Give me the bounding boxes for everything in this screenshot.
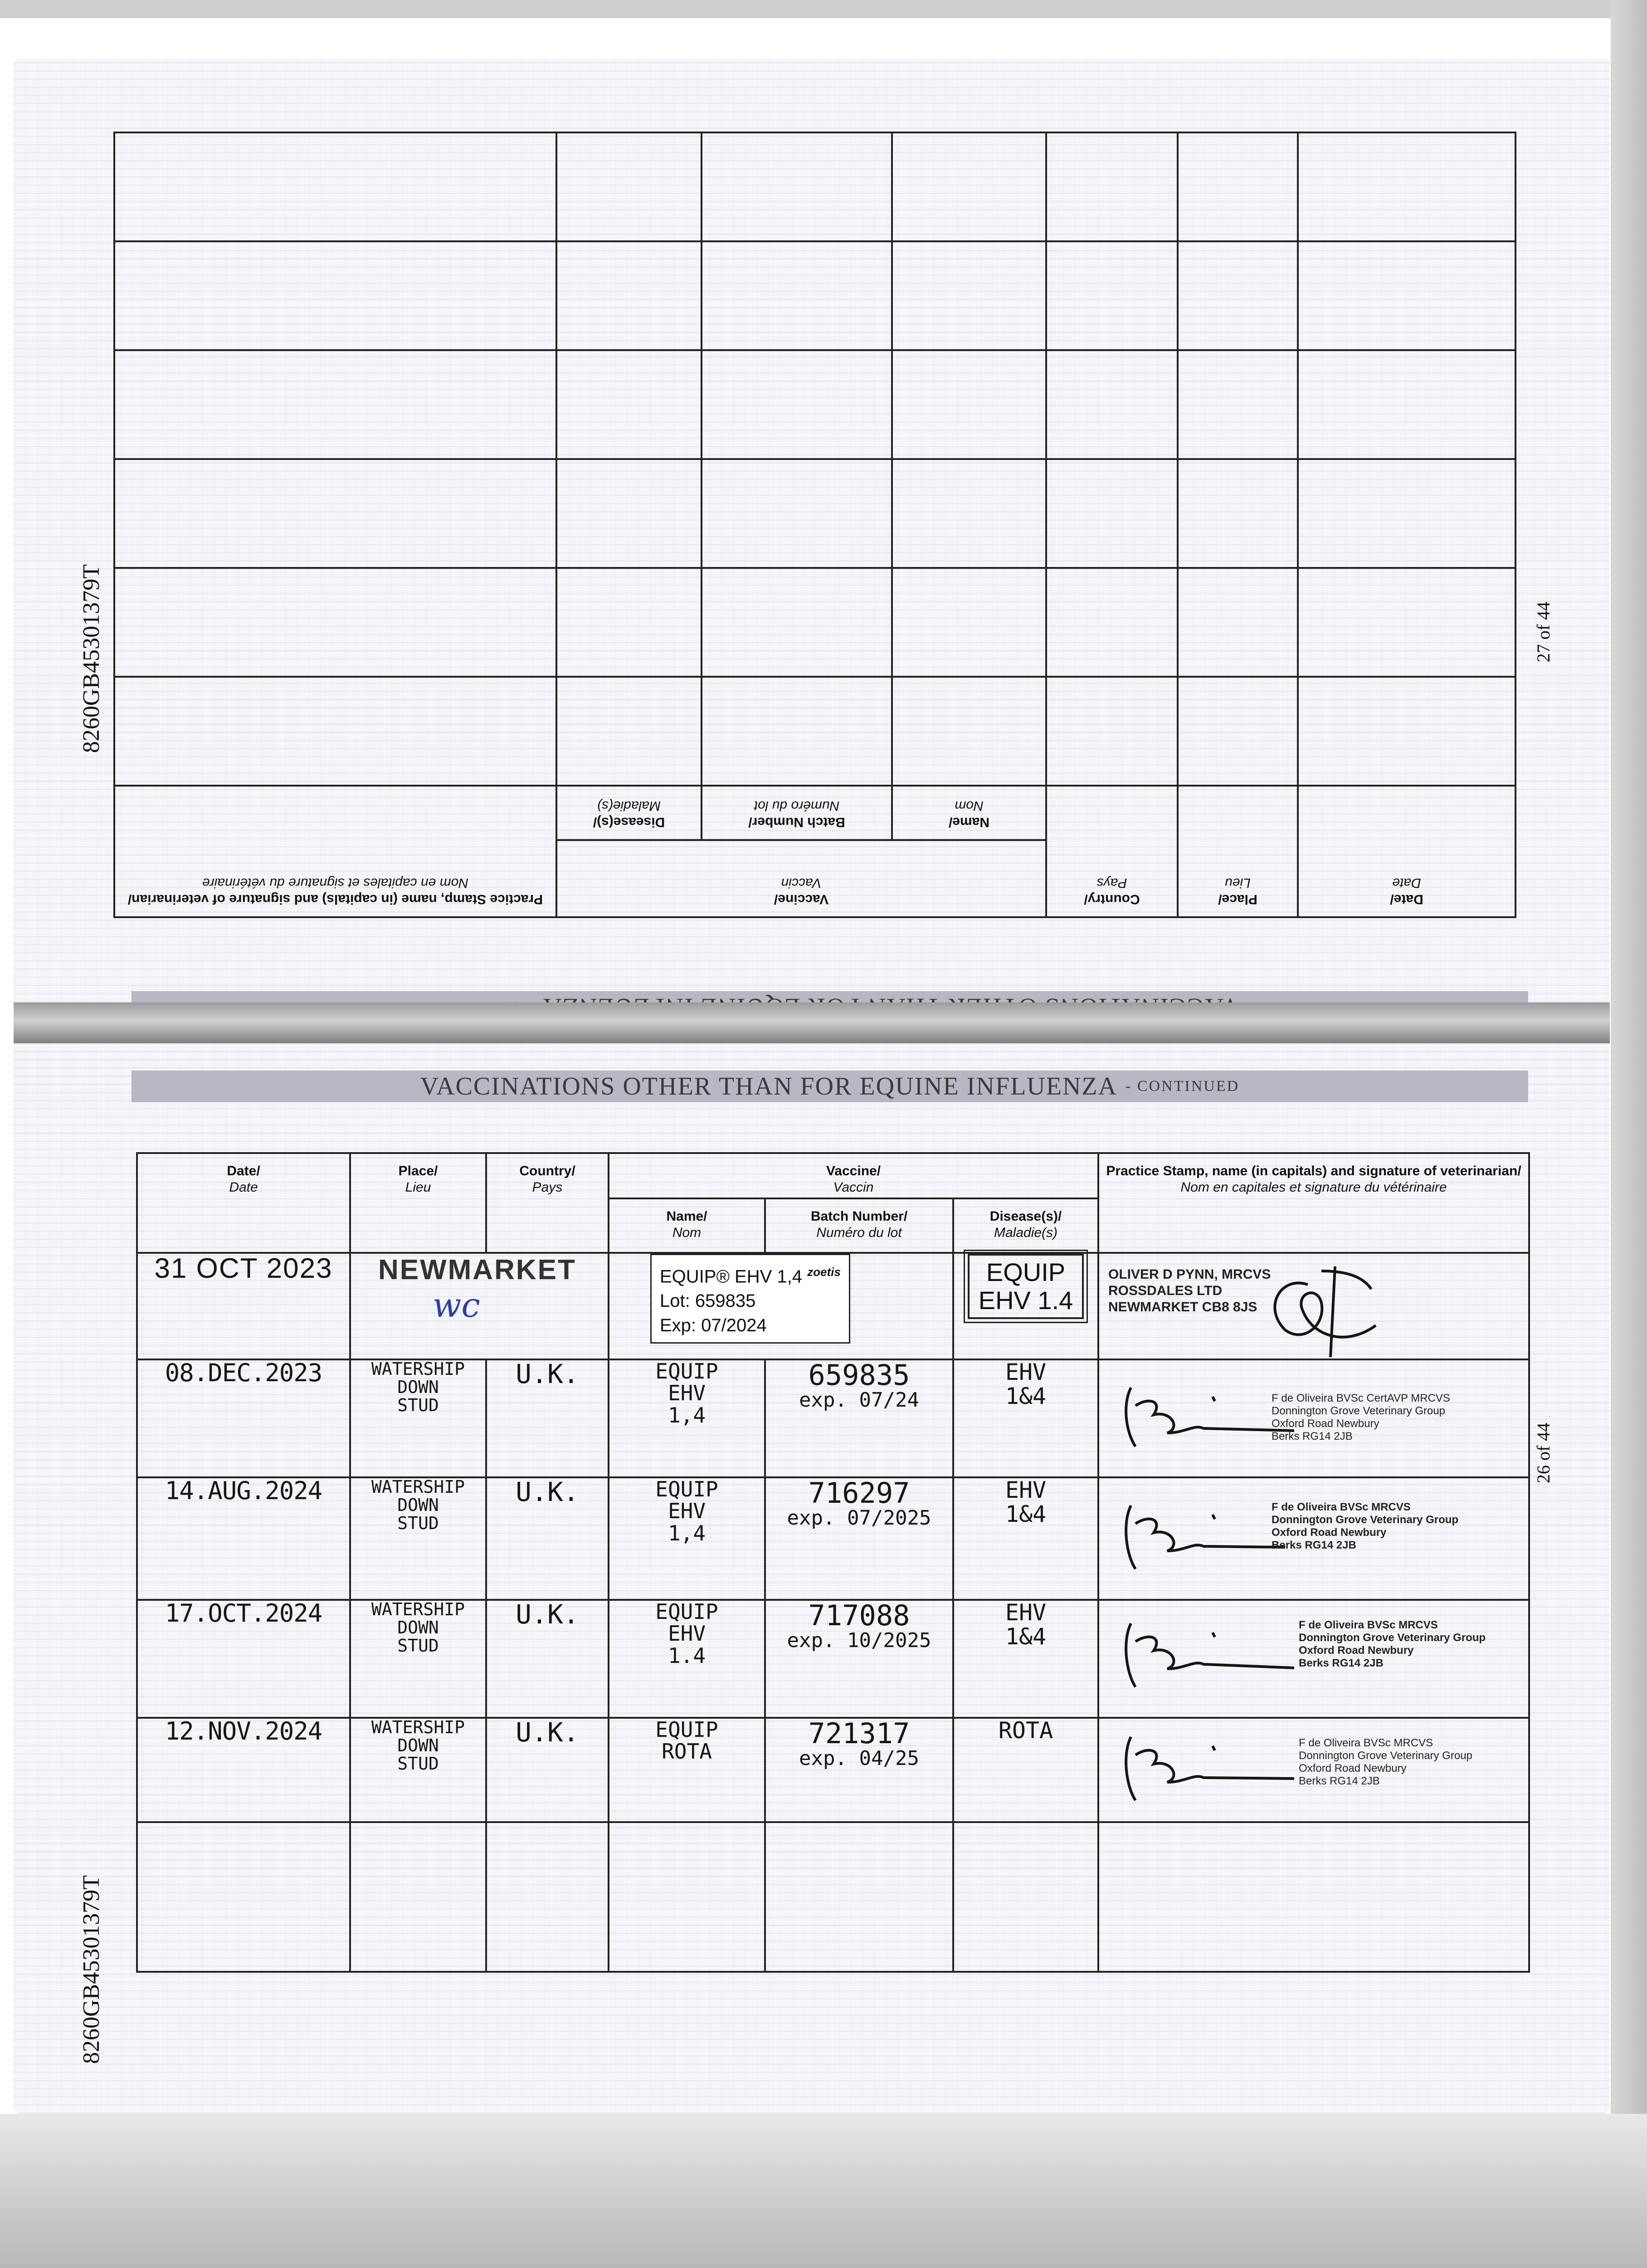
entry-disease: EHV 1&4 [1005, 1359, 1047, 1409]
entry-disease: ROTA [998, 1717, 1053, 1744]
entry-batch: 659835 exp. 07/24 [799, 1359, 919, 1412]
entry-country: U.K. [516, 1717, 579, 1748]
vet-stamp: F de Oliveira BVSc CertAVP MRCVS Donnington Grove Veterinary Group Oxford Road Newbury Berks RG14 2JB [1272, 1392, 1450, 1442]
entry-date: 14.AUG.2024 [165, 1476, 322, 1505]
vaccine-sticker-label: EQUIP® EHV 1,4 $^{zoetis}$ Lot: 659835 Exp: 07/2024 [650, 1254, 850, 1344]
header-date: Date/ Date [1298, 786, 1515, 917]
header-vaccine: Vaccine/ Vaccin [609, 1153, 1098, 1198]
empty-row [137, 1822, 1529, 1972]
vet-stamp: OLIVER D PYNN, MRCVS ROSSDALES LTD NEWMARKET CB8 8JS [1108, 1267, 1271, 1315]
entry-place: WATERSHIP DOWN STUD [371, 1477, 465, 1533]
signature-oliveira [1113, 1728, 1303, 1814]
header-name: Name/ Nom [609, 1198, 765, 1253]
entry-disease: EHV 1&4 [1005, 1477, 1047, 1527]
scan-edge-right [1611, 0, 1647, 2132]
page-number-top: 27 of 44 [1533, 601, 1554, 662]
table-row [137, 1600, 1529, 1718]
date-cell [137, 1253, 350, 1359]
entry-date: 31 OCT 2023 [154, 1253, 333, 1284]
vet-stamp: F de Oliveira BVSc MRCVS Donnington Grove Veterinary Group Oxford Road Newbury Berks RG14 2JB [1272, 1501, 1459, 1551]
header-stamp: Practice Stamp, name (in capitals) and signature of veterinarian/ Nom en capitales et signature du vétérinaire [1098, 1153, 1529, 1253]
header-country: Country/ Pays [486, 1153, 609, 1253]
disease-cell [953, 1253, 1098, 1359]
section-title-suffix: - CONTINUED [1126, 1078, 1240, 1095]
place-initials: wc [433, 1286, 480, 1325]
date-cell [137, 1359, 350, 1477]
entry-vaccine-name: EQUIP ROTA [655, 1717, 718, 1764]
vet-stamp: F de Oliveira BVSc MRCVS Donnington Grove Veterinary Group Oxford Road Newbury Berks RG14 2JB [1299, 1619, 1486, 1669]
entry-vaccine-name: EQUIP EHV 1.4 [655, 1599, 718, 1668]
document-id-bottom: 8260GB45301379T [78, 1875, 104, 2064]
disease-cell [953, 1600, 1098, 1718]
vet-stamp: F de Oliveira BVSc MRCVS Donnington Grove Veterinary Group Oxford Road Newbury Berks RG14 2JB [1299, 1737, 1472, 1787]
label-exp: Exp: 07/2024 [660, 1315, 767, 1336]
country-cell [486, 1477, 609, 1600]
header-batch: Batch Number/ Numéro du lot [702, 786, 892, 840]
entry-date: 12.NOV.2024 [165, 1717, 322, 1745]
vet-cell [1098, 1718, 1529, 1822]
vaccination-table [136, 1152, 1530, 1973]
vaccination-table-empty [113, 132, 1516, 918]
header-name: Name/ Nom [892, 786, 1046, 840]
signature-pynn [1253, 1257, 1389, 1362]
place-cell [350, 1718, 486, 1822]
batch-cell [765, 1359, 953, 1477]
country-cell [486, 1718, 609, 1822]
entry-place: WATERSHIP DOWN STUD [371, 1717, 465, 1774]
batch-cell [765, 1600, 953, 1718]
entry-place: WATERSHIP DOWN STUD [371, 1359, 465, 1415]
section-banner [132, 1070, 1528, 1102]
vet-cell [1098, 1477, 1529, 1600]
header-place: Place/ Lieu [1178, 786, 1298, 917]
scan-shadow [0, 2114, 1647, 2268]
empty-row [114, 350, 1515, 459]
header-vaccine: Vaccine/ Vaccin [556, 840, 1046, 917]
place-cell [350, 1253, 609, 1359]
date-cell [137, 1600, 350, 1718]
place-cell [350, 1477, 486, 1600]
empty-row [114, 568, 1515, 677]
label-lot: Lot: 659835 [660, 1291, 756, 1311]
date-cell [137, 1477, 350, 1600]
entry-place: WATERSHIP DOWN STUD [371, 1599, 465, 1656]
header-place: Place/ Lieu [350, 1153, 486, 1253]
table-row [137, 1359, 1529, 1477]
entry-disease: EHV 1&4 [1005, 1599, 1047, 1650]
disease-cell [953, 1718, 1098, 1822]
name-cell [609, 1477, 765, 1600]
header-disease: Disease(s)/ Maladie(s) [953, 1198, 1098, 1253]
entry-vaccine-name: EQUIP EHV 1,4 [655, 1477, 718, 1545]
document-id-top: 8260GB45301379T [78, 564, 104, 753]
name-cell [609, 1359, 765, 1477]
entry-batch: 721317 exp. 04/25 [799, 1717, 919, 1770]
batch-cell [765, 1477, 953, 1600]
entry-batch: 716297 exp. 07/2025 [787, 1476, 931, 1530]
table-row [137, 1253, 1529, 1359]
country-cell [486, 1600, 609, 1718]
header-batch: Batch Number/ Numéro du lot [765, 1198, 953, 1253]
signature-oliveira [1113, 1614, 1303, 1701]
table-header-row [114, 840, 1515, 917]
scan-edge [0, 0, 1647, 18]
date-cell [137, 1718, 350, 1822]
empty-row [114, 677, 1515, 786]
empty-row [114, 459, 1515, 568]
empty-row [114, 241, 1515, 350]
name-cell [609, 1600, 765, 1718]
entry-country: U.K. [516, 1359, 579, 1389]
place-cell [350, 1359, 486, 1477]
place-stamp: NEWMARKET [378, 1254, 576, 1286]
place-cell [350, 1600, 486, 1718]
passport-spine [14, 1002, 1610, 1043]
entry-batch: 717088 exp. 10/2025 [787, 1599, 931, 1652]
entry-date: 08.DEC.2023 [165, 1359, 322, 1387]
disease-cell [953, 1477, 1098, 1600]
disease-cell [953, 1359, 1098, 1477]
section-title: VACCINATIONS OTHER THAN FOR EQUINE INFLUENZA [420, 1072, 1118, 1100]
entry-vaccine-name: EQUIP EHV 1,4 [655, 1359, 718, 1427]
table-row [137, 1718, 1529, 1822]
vet-cell [1098, 1359, 1529, 1477]
disease-stamp: EQUIP EHV 1.4 [968, 1254, 1084, 1319]
name-cell [609, 1718, 765, 1822]
entry-country: U.K. [516, 1599, 579, 1630]
country-cell [486, 1359, 609, 1477]
header-disease: Disease(s)/ Maladie(s) [556, 786, 702, 840]
vet-cell [1098, 1600, 1529, 1718]
entry-country: U.K. [516, 1476, 579, 1507]
vet-cell [1098, 1253, 1529, 1359]
zoetis-logo: zoetis [807, 1265, 841, 1279]
table-header-row [137, 1153, 1529, 1198]
batch-cell [765, 1718, 953, 1822]
header-date: Date/ Date [137, 1153, 350, 1253]
header-stamp: Practice Stamp, name (in capitals) and signature of veterinarian/ Nom en capitales et signature du vétérinaire [114, 786, 556, 917]
header-country: Country/ Pays [1046, 786, 1178, 917]
table-row [137, 1477, 1529, 1600]
page-number-bottom: 26 of 44 [1533, 1422, 1554, 1483]
entry-date: 17.OCT.2024 [165, 1599, 322, 1628]
empty-row [114, 132, 1515, 241]
vaccine-label-cell [609, 1253, 953, 1359]
